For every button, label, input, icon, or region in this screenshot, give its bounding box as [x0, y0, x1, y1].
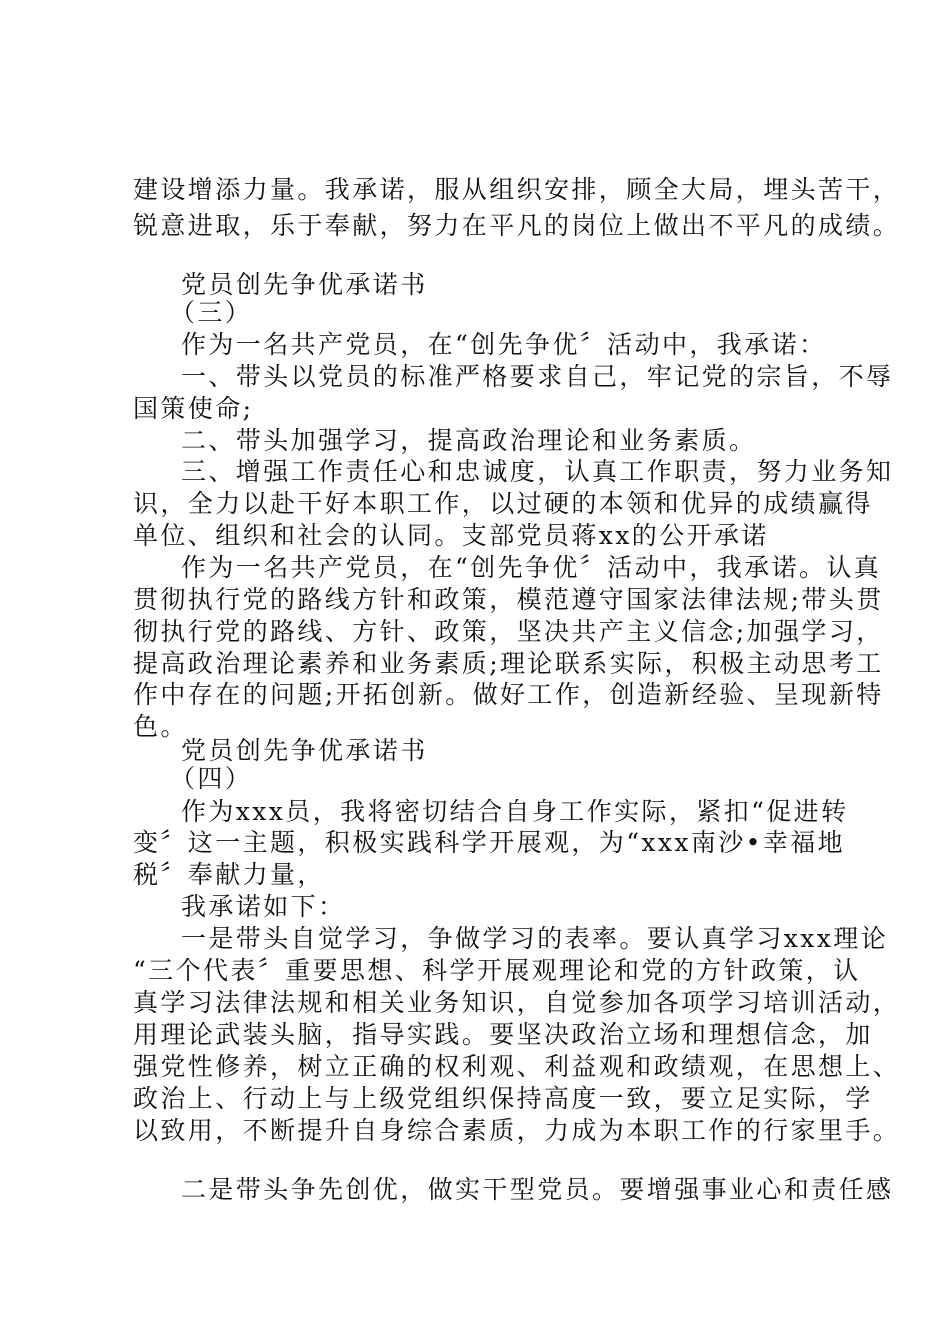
body-text-line: “三个代表〞重要思想、科学开展观理论和党的方针政策，认 [133, 956, 861, 985]
body-text-line: 建设增添力量。我承诺，服从组织安排，顾全大局，埋头苦干， [133, 175, 901, 204]
body-text-line: 作为一名共产党员，在“创先争优〞活动中，我承诺。认真 [181, 553, 882, 582]
body-text-line: 识，全力以赴干好本职工作，以过硬的本领和优异的成绩赢得 [133, 489, 873, 518]
body-text-line: 一、带头以党员的标准严格要求自己，牢记党的宗旨，不辱 [181, 362, 894, 391]
body-text-line: 锐意进取，乐于奉献，努力在平凡的岗位上做出不平凡的成绩。 [133, 211, 901, 240]
body-text-line: 以致用，不断提升自身综合素质，力成为本职工作的行家里手。 [133, 1116, 901, 1145]
body-text-line: 用理论武装头脑，指导实践。要坚决政治立场和理想信念，加 [133, 1020, 873, 1049]
body-text-line: 作为xxx员，我将密切结合自身工作实际，紧扣“促进转 [181, 797, 849, 826]
body-text-line: 三、增强工作责任心和忠诚度，认真工作职责，努力业务知 [181, 457, 894, 486]
body-text-line: 我承诺如下： [181, 892, 346, 921]
body-text-line: 强党性修养，树立正确的权利观、利益观和政绩观，在思想上、 [133, 1052, 901, 1081]
body-text-line: 色。 [133, 712, 188, 741]
body-text-line: 作中存在的问题;开拓创新。做好工作，创造新经验、呈现新特 [133, 680, 884, 709]
body-text-line: 二、带头加强学习，提高政治理论和业务素质。 [181, 426, 757, 455]
body-text-line: 提高政治理论素养和业务素质;理论联系实际，积极主动思考工 [133, 649, 884, 678]
body-text-line: 税〞奉献力量， [133, 860, 325, 889]
body-text-line: 一是带头自觉学习，争做学习的表率。要认真学习xxx理论 [181, 924, 889, 953]
body-text-line: 变〞这一主题，积极实践科学开展观，为“xxx南沙•幸福地 [133, 828, 846, 857]
body-text-line: 真学习法律法规和相关业务知识，自觉参加各项学习培训活动， [133, 988, 901, 1017]
body-text-line: 彻执行党的路线、方针、政策，坚决共产主义信念;加强学习， [133, 617, 884, 646]
body-text-line: 单位、组织和社会的认同。支部党员蒋xx的公开承诺 [133, 521, 769, 550]
section-number: （四） [170, 764, 253, 793]
body-text-line: 政治上、行动上与上级党组织保持高度一致，要立足实际，学 [133, 1084, 873, 1113]
section-title: 党员创先争优承诺书 [181, 736, 428, 765]
body-text-line: 作为一名共产党员，在“创先争优〞活动中，我承诺： [181, 330, 827, 359]
body-text-line: 二是带头争先创优，做实干型党员。要增强事业心和责任感 [181, 1175, 894, 1204]
section-title: 党员创先争优承诺书 [181, 270, 428, 299]
section-number: （三） [170, 298, 253, 327]
body-text-line: 国策使命; [133, 394, 254, 423]
body-text-line: 贯彻执行党的路线方针和政策，模范遵守国家法律法规;带头贯 [133, 585, 884, 614]
